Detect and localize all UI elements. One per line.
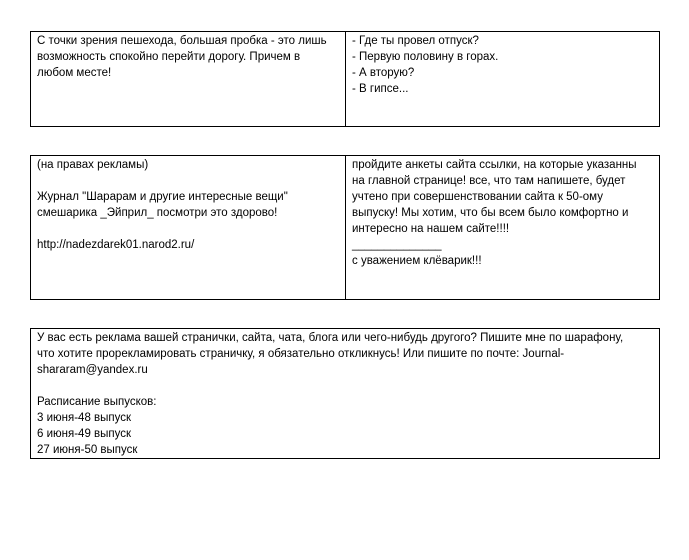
blank-line <box>37 173 341 189</box>
schedule-title: Расписание выпусков: <box>37 396 157 408</box>
text-line: Журнал "Шарарам и другие интересные вещи" <box>37 191 288 203</box>
ad-table <box>30 155 660 300</box>
text-line: на главной странице! все, что там напишете, будет <box>352 175 626 187</box>
signature: с уважением клёварик!!! <box>352 255 482 267</box>
info-cell <box>31 329 659 458</box>
text-line: выпуску! Мы хотим, что бы всем было комфортно и <box>352 207 629 219</box>
schedule-item: 3 июня-48 выпуск <box>37 412 132 424</box>
divider-line: ______________ <box>352 239 442 251</box>
text-line: смешарика _Эйприл_ посмотри это здорово! <box>37 207 278 219</box>
schedule-item: 6 июня-49 выпуск <box>37 428 132 440</box>
dialog-line: - Первую половину в горах. <box>352 51 499 63</box>
schedule-item: 27 июня-50 выпуск <box>37 444 138 456</box>
text-line: учтено при совершенствовании сайта к 50-ому <box>352 191 603 203</box>
blank-line <box>37 378 653 394</box>
ad-cell-journal <box>31 156 346 299</box>
dialog-line: - В гипсе... <box>352 83 409 95</box>
email-text: shararam@yandex.ru <box>37 364 148 376</box>
text-line: возможность спокойно перейти дорогу. Причем в <box>37 51 301 63</box>
info-box <box>30 328 660 459</box>
text-line: У вас есть реклама вашей странички, сайта, чата, блога или чего-нибудь другого? Пишите мне по шарафону, <box>37 332 624 344</box>
site-url: http://nadezdarek01.narod2.ru/ <box>37 239 195 251</box>
text-line: пройдите анкеты сайта ссылки, на которые указанны <box>352 159 637 171</box>
text-line: интересно на нашем сайте!!!! <box>352 223 510 235</box>
ad-header: (на правах рекламы) <box>37 159 149 171</box>
text-line: любом месте! <box>37 67 112 79</box>
joke-cell-pedestrian <box>31 32 346 126</box>
dialog-line: - Где ты провел отпуск? <box>352 35 479 47</box>
ad-cell-survey <box>346 156 659 299</box>
blank-line <box>37 221 341 237</box>
text-line: что хотите прорекламировать страничку, я обязательно откликнусь! Или пишите по почте: Journal- <box>37 348 565 360</box>
text-line: С точки зрения пешехода, большая пробка - это лишь <box>37 35 327 47</box>
dialog-line: - А вторую? <box>352 67 415 79</box>
joke-cell-vacation <box>346 32 659 126</box>
joke-table <box>30 31 660 127</box>
